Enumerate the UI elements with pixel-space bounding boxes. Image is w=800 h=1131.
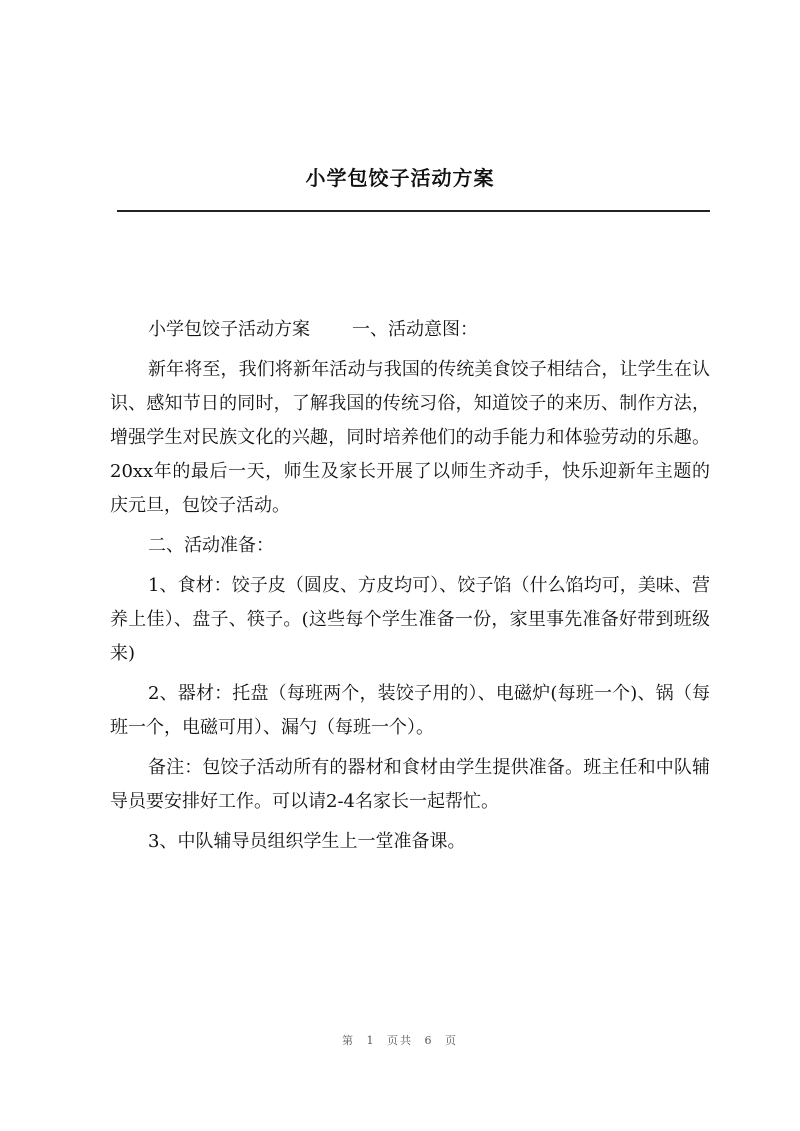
- paragraph-intro: [110, 313, 710, 347]
- paragraph-purpose: 新年将至，我们将新年活动与我国的传统美食饺子相结合，让学生在认识、感知节日的同时，了解我国的传统习俗，知道饺子的来历、制作方法，增强学生对民族文化的兴趣，同时培养他们的动手能力和体验劳动的乐趣。20xx年的最后一天，师生及家长开展了以师生齐动手，快乐迎新年主题的庆元旦，包饺子活动。: [110, 359, 710, 516]
- section-heading-1: 一、活动意图：: [352, 319, 478, 340]
- intro-heading: 小学包饺子活动方案: [148, 319, 310, 340]
- paragraph-prep-class: 3、中队辅导员组织学生上一堂准备课。: [148, 831, 466, 852]
- paragraph-equipment: 2、器材：托盘（每班两个，装饺子用的）、电磁炉(每班一个)、锅（每班一个，电磁可用）、漏勺（每班一个）。: [110, 683, 710, 738]
- paragraph-remark: 备注：包饺子活动所有的器材和食材由学生提供准备。班主任和中队辅导员要安排好工作。可以请2-4名家长一起帮忙。: [110, 757, 710, 812]
- page-number-footer: 第 1 页共 6 页: [342, 1034, 458, 1047]
- paragraph-ingredients: 1、食材：饺子皮（圆皮、方皮均可）、饺子馅（什么馅均可，美味、营养上佳）、盘子、筷子。(这些每个学生准备一份，家里事先准备好带到班级来): [110, 575, 710, 664]
- document-title: 小学包饺子活动方案: [305, 166, 495, 190]
- title-underline: [117, 210, 710, 212]
- document-body: [110, 313, 710, 865]
- section-heading-2: 二、活动准备：: [148, 535, 274, 556]
